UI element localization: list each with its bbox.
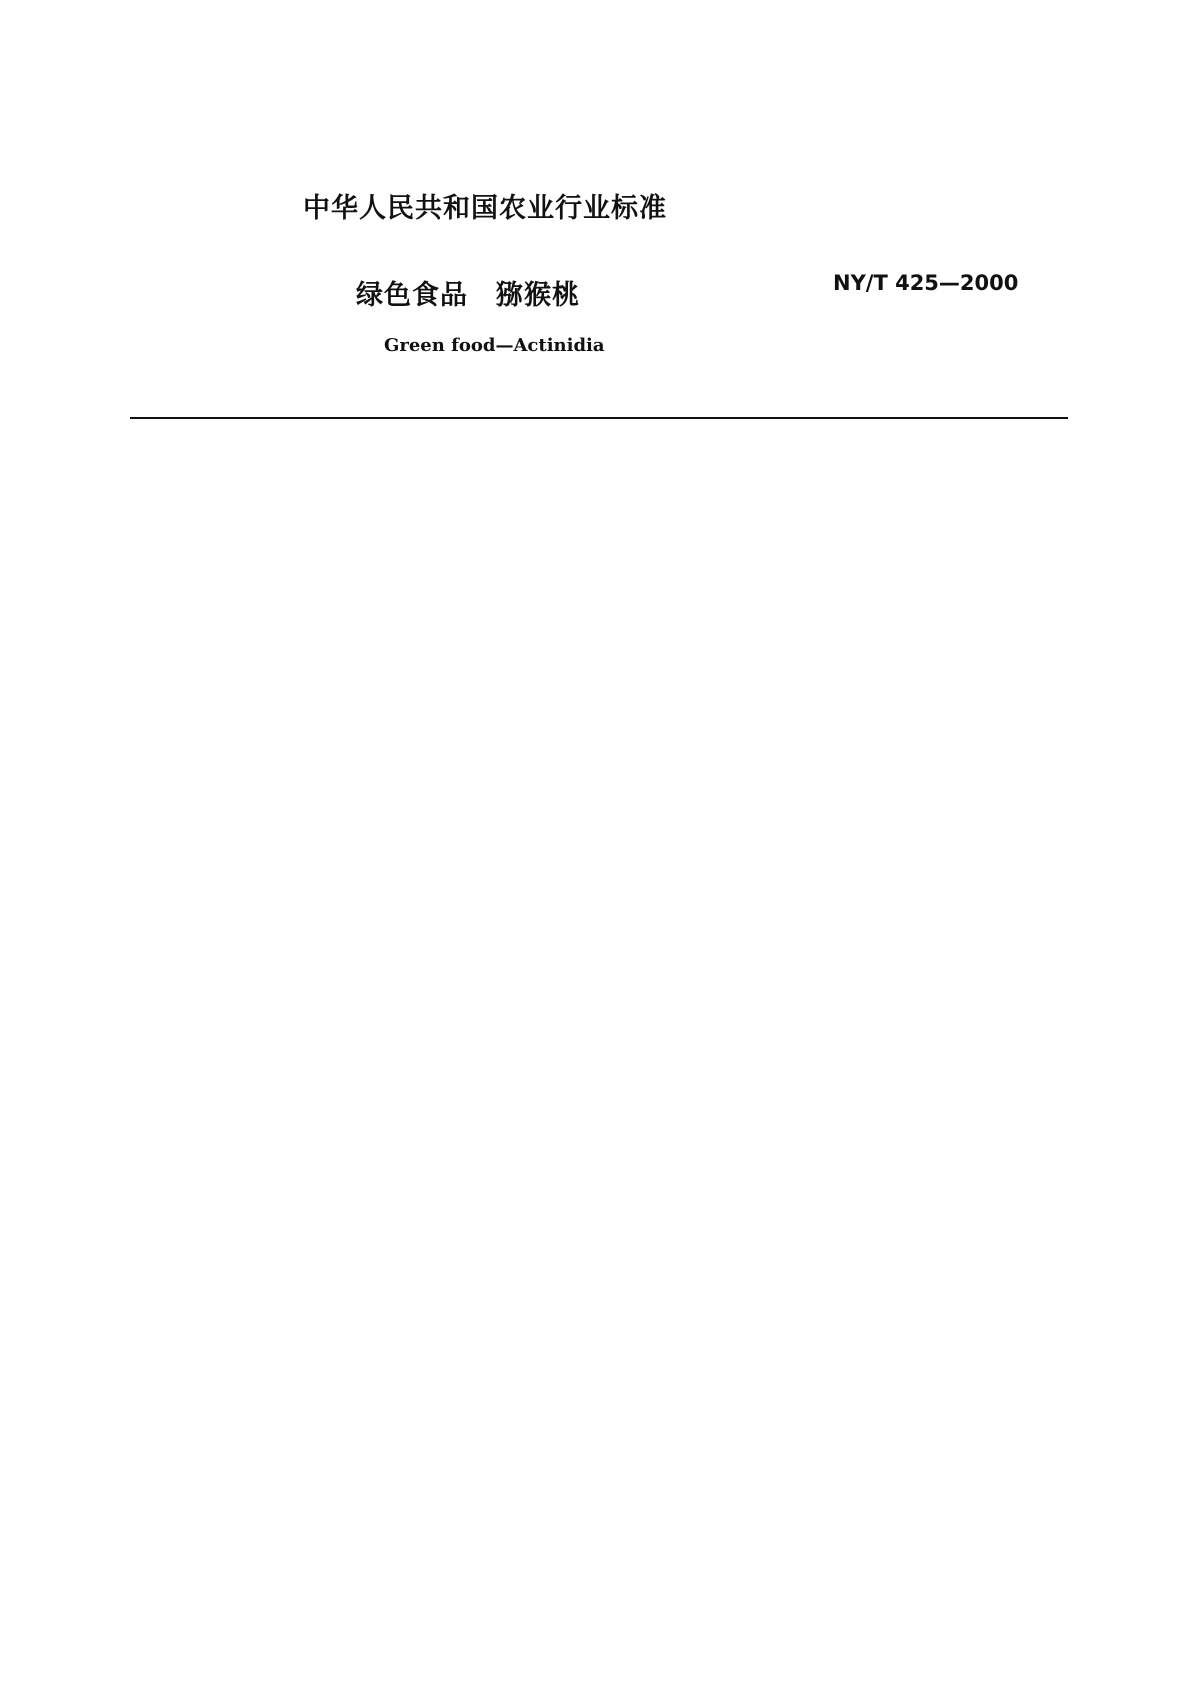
english-title: Green food—Actinidia [384, 335, 605, 356]
standard-category: 中华人民共和国农业行业标准 [303, 193, 667, 224]
document-title: 绿色食品 猕猴桃 [356, 280, 580, 311]
top-rule [130, 417, 1068, 419]
standard-number: NY/T 425—2000 [833, 271, 1019, 295]
